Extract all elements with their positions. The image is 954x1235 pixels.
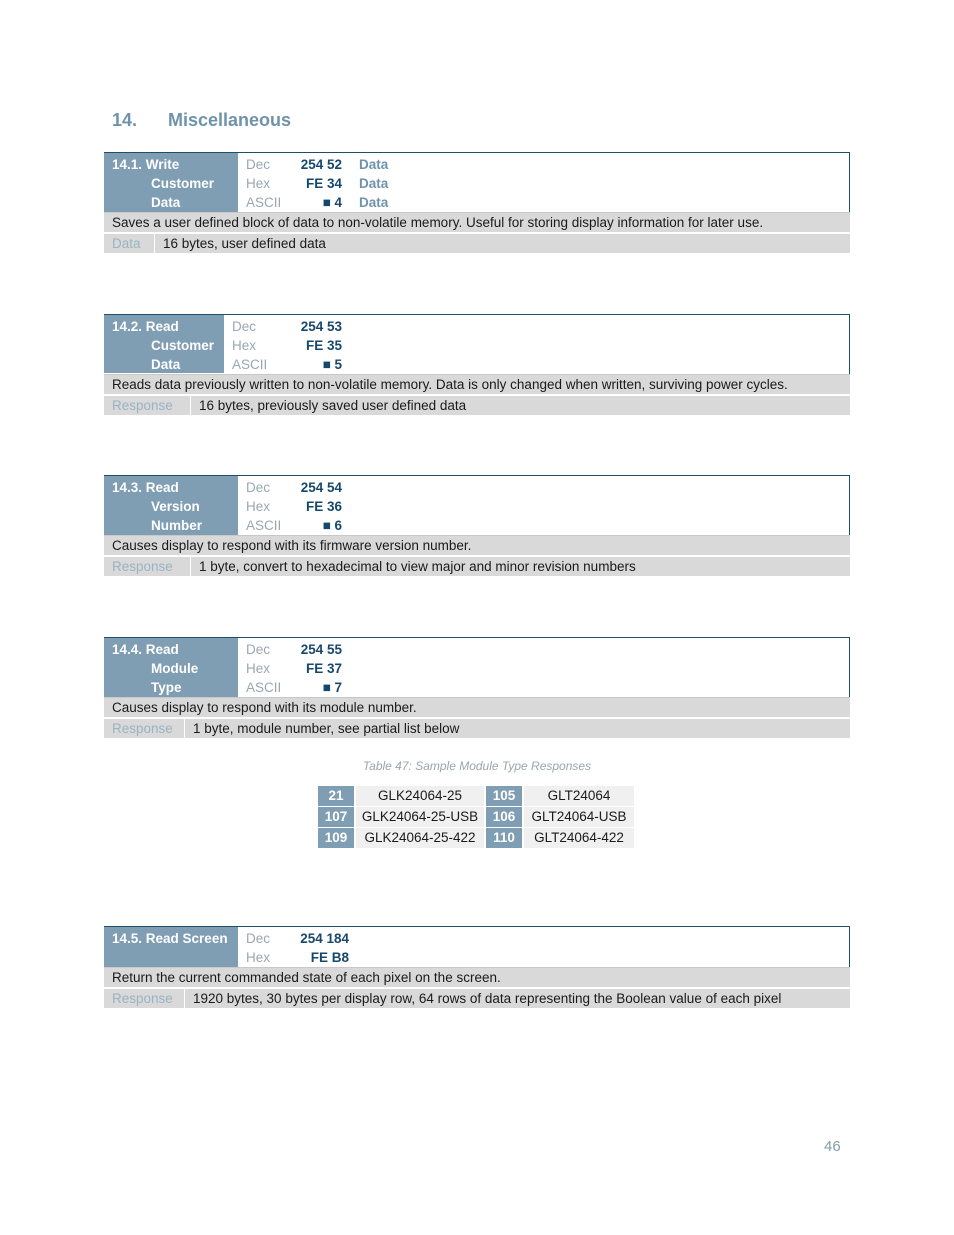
code-row-hex: Hex FE 37	[246, 661, 342, 676]
command-parameter	[104, 557, 850, 576]
command-block-read-version-number	[104, 475, 850, 576]
command-description: Reads data previously written to non-volatile memory. Data is only changed when written, surviving power cycles.	[104, 374, 850, 394]
command-label: 14.4. Read Module Type	[104, 638, 238, 697]
code-row-dec: Dec 254 52 Data	[246, 157, 389, 172]
table-caption: Table 47: Sample Module Type Responses	[362, 759, 592, 773]
command-block-read-customer-data	[104, 314, 850, 415]
parameter-key: Response	[104, 396, 191, 415]
parameter-value: 16 bytes, previously saved user defined data	[199, 398, 467, 413]
section-title: Miscellaneous	[168, 110, 292, 130]
command-description: Causes display to respond with its module number.	[104, 697, 850, 717]
code-row-ascii: ASCII ■ 4 Data	[246, 195, 389, 210]
parameter-value: 1920 bytes, 30 bytes per display row, 64 rows of data representing the Boolean value of each pixel	[193, 991, 782, 1006]
code-row-hex: Hex FE 36	[246, 499, 342, 514]
command-description: Saves a user defined block of data to non-volatile memory. Useful for storing display information for later use.	[104, 212, 850, 232]
command-parameter	[104, 719, 850, 738]
parameter-key: Response	[104, 989, 185, 1008]
command-codes	[238, 476, 850, 535]
command-label: 14.1. Write Customer Data	[104, 153, 238, 212]
command-label: 14.5. Read Screen	[104, 927, 238, 967]
table-row: 107 GLK24064-25-USB 106 GLT24064-USB	[318, 806, 634, 827]
parameter-value: 1 byte, convert to hexadecimal to view major and minor revision numbers	[199, 559, 636, 574]
module-type-table	[316, 786, 636, 848]
command-label: 14.2. Read Customer Data	[104, 315, 224, 373]
command-codes	[238, 638, 850, 697]
parameter-value: 1 byte, module number, see partial list below	[193, 721, 460, 736]
command-codes	[224, 315, 850, 374]
command-block-write-customer-data	[104, 152, 850, 253]
parameter-key: Data	[104, 234, 155, 253]
code-row-hex: Hex FE 35	[232, 338, 342, 353]
page-number: 46	[824, 1138, 841, 1155]
command-codes	[238, 153, 850, 212]
code-row-dec: Dec 254 54	[246, 480, 342, 495]
code-row-ascii: ASCII ■ 6	[246, 518, 342, 533]
code-row-ascii: ASCII ■ 5	[232, 357, 342, 372]
code-row-dec: Dec 254 184	[246, 931, 349, 946]
command-block-read-module-type	[104, 637, 850, 738]
code-row-dec: Dec 254 55	[246, 642, 342, 657]
command-parameter	[104, 396, 850, 415]
code-row-dec: Dec 254 53	[232, 319, 342, 334]
code-row-ascii: ASCII ■ 7	[246, 680, 342, 695]
command-block-read-screen	[104, 926, 850, 1008]
table-row: 21 GLK24064-25 105 GLT24064	[318, 786, 634, 806]
parameter-key: Response	[104, 719, 185, 738]
section-heading	[112, 110, 291, 131]
command-label: 14.3. Read Version Number	[104, 476, 238, 535]
command-parameter	[104, 234, 850, 253]
command-codes	[238, 927, 850, 967]
parameter-key: Response	[104, 557, 191, 576]
command-description: Causes display to respond with its firmware version number.	[104, 535, 850, 555]
command-description: Return the current commanded state of each pixel on the screen.	[104, 967, 850, 987]
code-row-hex: Hex FE B8	[246, 950, 349, 965]
code-row-hex: Hex FE 34 Data	[246, 176, 389, 191]
table-row: 109 GLK24064-25-422 110 GLT24064-422	[318, 827, 634, 848]
command-parameter	[104, 989, 850, 1008]
parameter-value: 16 bytes, user defined data	[163, 236, 326, 251]
section-number: 14.	[112, 110, 138, 130]
